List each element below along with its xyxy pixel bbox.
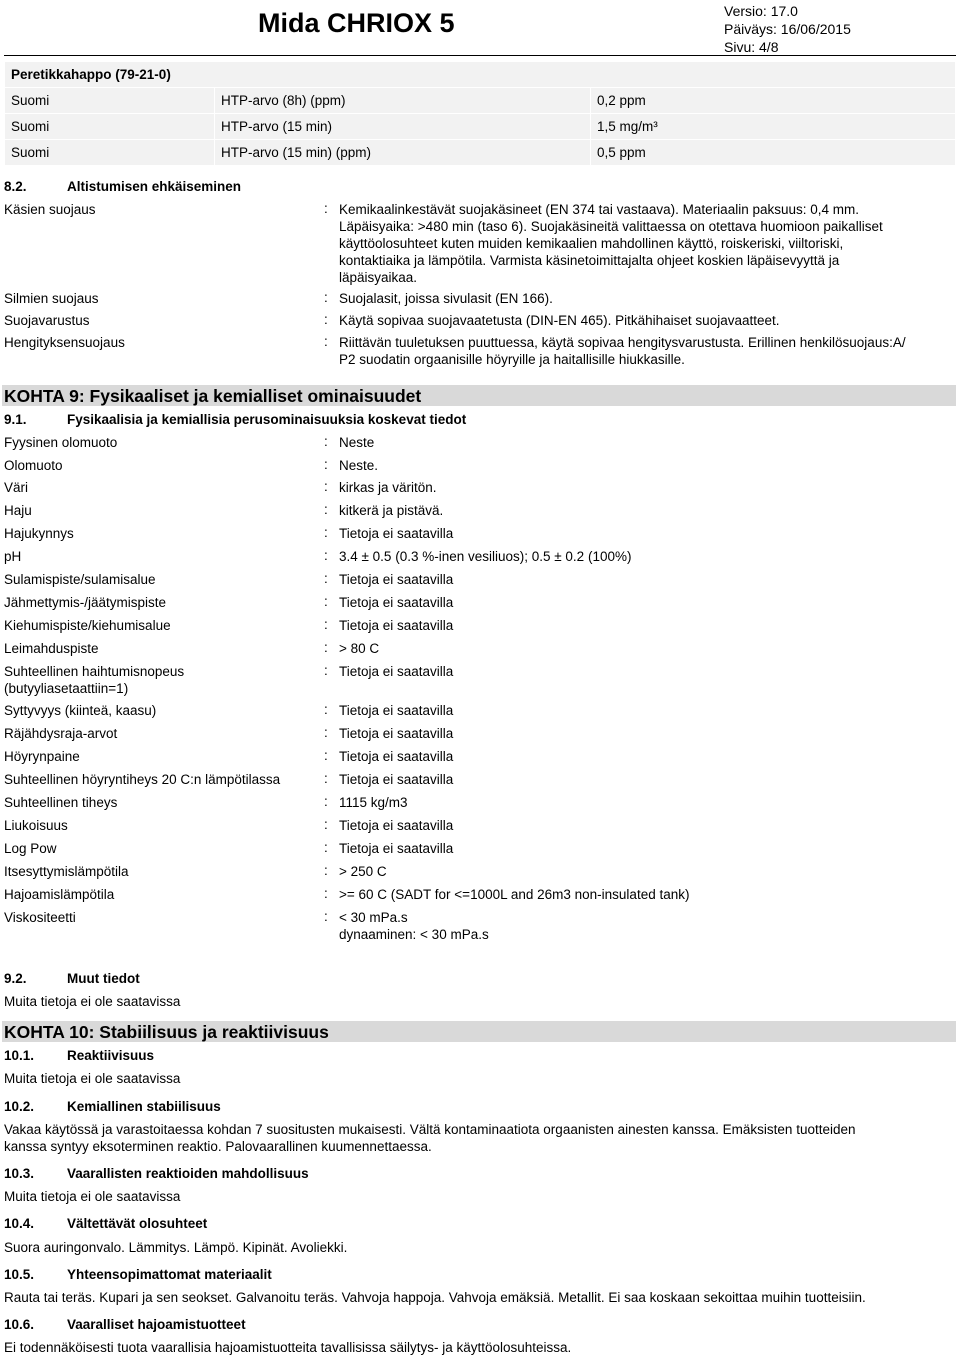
property-label: Haju bbox=[4, 503, 32, 518]
section-10-1-title: Reaktiivisuus bbox=[67, 1048, 155, 1063]
section-10-4-text: Suora auringonvalo. Lämmitys. Lämpö. Kipinät. Avoliekki. bbox=[4, 1240, 348, 1255]
property-value: > 80 C bbox=[339, 641, 380, 656]
value-line: Riittävän tuuletuksen puuttuessa, käytä sopivaa hengitysvarustusta. Erillinen henkilösuojaus:A/ bbox=[339, 335, 906, 350]
property-value: 3.4 ± 0.5 (0.3 %-inen vesiliuos); 0.5 ± 0.2 (100%) bbox=[339, 549, 632, 564]
property-label: Viskositeetti bbox=[4, 910, 76, 925]
property-label: Leimahduspiste bbox=[4, 641, 99, 656]
colon-separator: : bbox=[324, 548, 328, 563]
table-cell-country: Suomi bbox=[5, 140, 215, 166]
colon-separator: : bbox=[324, 794, 328, 809]
property-label: Suhteellinen tiheys bbox=[4, 795, 118, 810]
colon-separator: : bbox=[324, 571, 328, 586]
property-value: Tietoja ei saatavilla bbox=[339, 818, 454, 833]
colon-separator: : bbox=[324, 771, 328, 786]
colon-separator: : bbox=[324, 457, 328, 472]
property-label: Liukoisuus bbox=[4, 818, 68, 833]
property-label: Höyrynpaine bbox=[4, 749, 80, 764]
section-9-1-number: 9.1. bbox=[4, 412, 27, 427]
property-label: Jähmettymis-/jäätymispiste bbox=[4, 595, 167, 610]
colon-separator: : bbox=[324, 617, 328, 632]
table-cell-country: Suomi bbox=[5, 114, 215, 140]
property-label: Väri bbox=[4, 480, 29, 495]
section-10-5-title: Yhteensopimattomat materiaalit bbox=[67, 1267, 272, 1282]
hand-protection-label: Käsien suojaus bbox=[4, 202, 96, 217]
property-value: Tietoja ei saatavilla bbox=[339, 703, 454, 718]
table-cell-value: 1,5 mg/m³ bbox=[591, 114, 956, 140]
section-10-3-text: Muita tietoja ei ole saatavissa bbox=[4, 1189, 181, 1204]
section-10-6-number: 10.6. bbox=[4, 1317, 35, 1332]
respiratory-protection-value bbox=[339, 334, 906, 368]
header-divider bbox=[4, 55, 956, 56]
property-label: Log Pow bbox=[4, 841, 57, 856]
property-label: Fyysinen olomuoto bbox=[4, 435, 118, 450]
section-9-2-number: 9.2. bbox=[4, 971, 27, 986]
table-cell-type: HTP-arvo (8h) (ppm) bbox=[215, 88, 591, 114]
table-cell-value: 0,2 ppm bbox=[591, 88, 956, 114]
property-label: Itsesyttymislämpötila bbox=[4, 864, 129, 879]
label-line: (butyyliasetaattiin=1) bbox=[4, 681, 129, 696]
value-line: Läpäisyaika: >480 min (taso 6). Suojakäsineitä valittaessa on otettava huomioon paikalliset bbox=[339, 219, 883, 234]
property-value: Tietoja ei saatavilla bbox=[339, 841, 454, 856]
section-9-heading: KOHTA 9: Fysikaaliset ja kemialliset ominaisuudet bbox=[2, 385, 956, 406]
table-row bbox=[5, 88, 956, 114]
colon-separator: : bbox=[324, 817, 328, 832]
value-line: Kemikaalinkestävät suojakäsineet (EN 374 tai vastaava). Materiaalin paksuus: 0,4 mm. bbox=[339, 202, 860, 217]
table-cell-type: HTP-arvo (15 min) (ppm) bbox=[215, 140, 591, 166]
table-cell-country: Suomi bbox=[5, 88, 215, 114]
section-10-6-text: Ei todennäköisesti tuota vaarallisia hajoamistuotteita tavallisissa säilytys- ja käyttöolosuhteissa. bbox=[4, 1340, 572, 1355]
section-10-2-title: Kemiallinen stabiilisuus bbox=[67, 1099, 221, 1114]
body-protection-value: Käytä sopivaa suojavaatetusta (DIN-EN 465). Pitkähihaiset suojavaatteet. bbox=[339, 313, 780, 328]
property-value: Neste bbox=[339, 435, 375, 450]
value-line: dynaaminen: < 30 mPa.s bbox=[339, 927, 489, 942]
section-10-2-number: 10.2. bbox=[4, 1099, 35, 1114]
property-value: kitkerä ja pistävä. bbox=[339, 503, 444, 518]
section-10-4-number: 10.4. bbox=[4, 1216, 35, 1231]
table-row bbox=[5, 140, 956, 166]
colon-separator: : bbox=[324, 725, 328, 740]
colon-separator: : bbox=[324, 594, 328, 609]
date-label: Päiväys: 16/06/2015 bbox=[724, 21, 851, 37]
property-label: Hajoamislämpötila bbox=[4, 887, 115, 902]
colon-separator: : bbox=[324, 863, 328, 878]
colon-separator: : bbox=[324, 290, 328, 305]
property-value: Tietoja ei saatavilla bbox=[339, 772, 454, 787]
section-10-3-title: Vaarallisten reaktioiden mahdollisuus bbox=[67, 1166, 309, 1181]
property-label: Syttyvyys (kiinteä, kaasu) bbox=[4, 703, 157, 718]
section-10-2-text bbox=[4, 1121, 954, 1155]
section-9-1-title: Fysikaalisia ja kemiallisia perusominaisuuksia koskevat tiedot bbox=[67, 412, 467, 427]
eye-protection-value: Suojalasit, joissa sivulasit (EN 166). bbox=[339, 291, 553, 306]
colon-separator: : bbox=[324, 748, 328, 763]
property-label bbox=[4, 663, 184, 697]
property-value: > 250 C bbox=[339, 864, 387, 879]
property-value bbox=[339, 909, 489, 943]
section-9-2-text: Muita tietoja ei ole saatavissa bbox=[4, 994, 181, 1009]
colon-separator: : bbox=[324, 909, 328, 924]
property-value: Tietoja ei saatavilla bbox=[339, 618, 454, 633]
section-10-1-number: 10.1. bbox=[4, 1048, 35, 1063]
table-row bbox=[5, 114, 956, 140]
property-value: Tietoja ei saatavilla bbox=[339, 749, 454, 764]
body-protection-label: Suojavarustus bbox=[4, 313, 90, 328]
section-10-6-title: Vaaralliset hajoamistuotteet bbox=[67, 1317, 246, 1332]
property-value: Tietoja ei saatavilla bbox=[339, 572, 454, 587]
section-10-heading: KOHTA 10: Stabiilisuus ja reaktiivisuus bbox=[2, 1021, 956, 1042]
property-value: Tietoja ei saatavilla bbox=[339, 526, 454, 541]
value-line: kontaktiaika ja lämpötila. Varmista käsinetoimittajalta ohjeet koskien läpäisevyyttä ja bbox=[339, 253, 840, 268]
property-label: Kiehumispiste/kiehumisalue bbox=[4, 618, 171, 633]
colon-separator: : bbox=[324, 201, 328, 216]
colon-separator: : bbox=[324, 434, 328, 449]
table-row bbox=[5, 62, 956, 88]
section-10-1-text: Muita tietoja ei ole saatavissa bbox=[4, 1071, 181, 1086]
section-10-5-number: 10.5. bbox=[4, 1267, 35, 1282]
colon-separator: : bbox=[324, 886, 328, 901]
text-line: kanssa syntyy eksoterminen reaktio. Palovaarallinen kuumennettaessa. bbox=[4, 1139, 432, 1154]
exposure-limit-table bbox=[4, 61, 956, 166]
colon-separator: : bbox=[324, 479, 328, 494]
property-label: Räjähdysraja-arvot bbox=[4, 726, 118, 741]
section-10-5-text: Rauta tai teräs. Kupari ja sen seokset. Galvanoitu teräs. Vahvoja happoja. Vahvoja emäksiä. Metallit. Ei saa koskaan sekoittaa muihin tuotteisiin. bbox=[4, 1290, 866, 1305]
property-value: Tietoja ei saatavilla bbox=[339, 595, 454, 610]
property-value: Tietoja ei saatavilla bbox=[339, 726, 454, 741]
property-label: Sulamispiste/sulamisalue bbox=[4, 572, 156, 587]
property-value: Tietoja ei saatavilla bbox=[339, 664, 454, 679]
property-label: Olomuoto bbox=[4, 458, 63, 473]
value-line: P2 suodatin orgaanisille höyryille ja haitallisille hiukkasille. bbox=[339, 352, 685, 367]
property-label: pH bbox=[4, 549, 22, 564]
page-label: Sivu: 4/8 bbox=[724, 39, 779, 55]
value-line: käyttöolosuhteet kuten muiden kemikaalien mahdollinen käyttö, roiskeriski, viiltoriski, bbox=[339, 236, 844, 251]
table-cell-type: HTP-arvo (15 min) bbox=[215, 114, 591, 140]
section-10-3-number: 10.3. bbox=[4, 1166, 35, 1181]
colon-separator: : bbox=[324, 334, 328, 349]
colon-separator: : bbox=[324, 525, 328, 540]
colon-separator: : bbox=[324, 663, 328, 678]
substance-name: Peretikkahappo (79-21-0) bbox=[5, 62, 956, 88]
property-value: kirkas ja väritön. bbox=[339, 480, 437, 495]
value-line: < 30 mPa.s bbox=[339, 910, 408, 925]
property-value: 1115 kg/m3 bbox=[339, 795, 408, 810]
property-value: Neste. bbox=[339, 458, 379, 473]
property-label: Hajukynnys bbox=[4, 526, 74, 541]
respiratory-protection-label: Hengityksensuojaus bbox=[4, 335, 125, 350]
label-line: Suhteellinen haihtumisnopeus bbox=[4, 664, 185, 679]
text-line: Vakaa käytössä ja varastoitaessa kohdan 7 suositusten mukaisesti. Vältä kontaminaatiota orgaanisten ainesten kanssa. Emäksisten tuotteiden bbox=[4, 1122, 856, 1137]
version-block bbox=[724, 2, 851, 56]
section-9-2-title: Muut tiedot bbox=[67, 971, 140, 986]
section-8-2-title: Altistumisen ehkäiseminen bbox=[67, 179, 242, 194]
property-label: Suhteellinen höyryntiheys 20 C:n lämpötilassa bbox=[4, 772, 281, 787]
eye-protection-label: Silmien suojaus bbox=[4, 291, 99, 306]
colon-separator: : bbox=[324, 840, 328, 855]
value-line: läpäisyaikaa. bbox=[339, 270, 418, 285]
property-value: >= 60 C (SADT for <=1000L and 26m3 non-insulated tank) bbox=[339, 887, 690, 902]
table-cell-value: 0,5 ppm bbox=[591, 140, 956, 166]
hand-protection-value bbox=[339, 201, 883, 286]
version-label: Versio: 17.0 bbox=[724, 3, 798, 19]
colon-separator: : bbox=[324, 702, 328, 717]
colon-separator: : bbox=[324, 640, 328, 655]
colon-separator: : bbox=[324, 502, 328, 517]
colon-separator: : bbox=[324, 312, 328, 327]
section-8-2-number: 8.2. bbox=[4, 179, 27, 194]
section-10-4-title: Vältettävät olosuhteet bbox=[67, 1216, 208, 1231]
document-title: Mida CHRIOX 5 bbox=[258, 8, 455, 38]
